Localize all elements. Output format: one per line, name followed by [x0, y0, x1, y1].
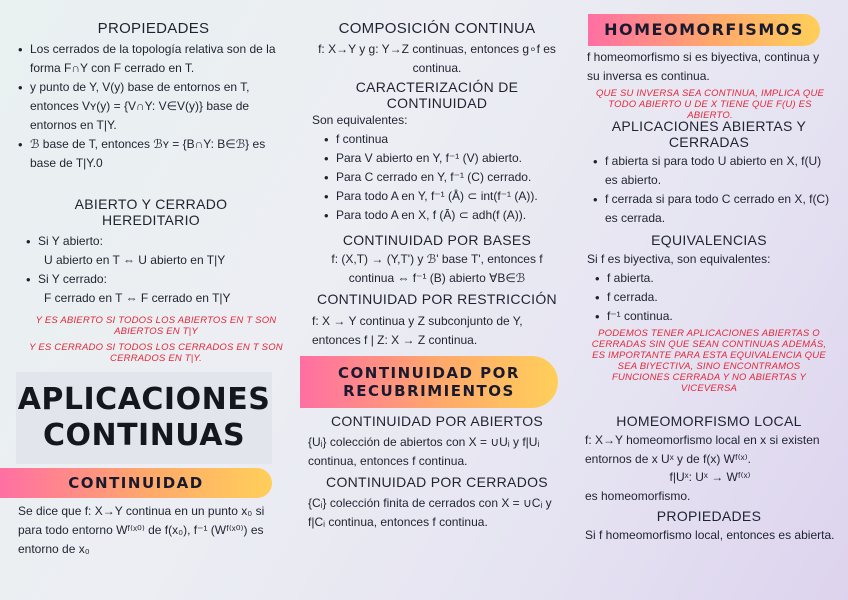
restriccion-text: f: X → Y continua y Z subconjunto de Y, entonces f | Z: X → Z continua. — [312, 314, 523, 347]
list-item — [24, 270, 286, 308]
propiedades-local-text: Si f homeomorfismo local, entonces es abierta. — [585, 528, 835, 542]
recubrimientos-banner: CONTINUIDAD POR RECUBRIMIENTOS — [300, 356, 558, 408]
list-item: • f cerrada si para todo C cerrado en X, f(C) es cerrada. — [591, 190, 835, 228]
list-item: • f cerrada. — [593, 288, 833, 307]
list-item: • Los cerrados de la topología relativa son de la forma F∩Y con F cerrado en T. — [16, 40, 284, 78]
equivalencias-list — [593, 269, 833, 326]
list-item — [24, 232, 286, 270]
abierto-cerrado-heading: ABIERTO Y CERRADO HEREDITARIO — [74, 196, 228, 228]
equivalencias-red-note: PODEMOS TENER APLICACIONES ABIERTAS O CERRADAS SIN QUE SEAN CONTINUAS ADEMÁS, ES IMPORTANTE PARA ESTA EQUIVALENCIA QUE SEA BIYECTIVA, SINO ENCONTRAMOS FUNCIONES CERRADA Y NO ABIERTAS Y VICEVERSA — [591, 328, 827, 394]
item-label: Si Y abierto: — [38, 234, 103, 248]
son-equivalentes-label: Son equivalentes: — [312, 113, 408, 127]
abiertos-heading: CONTINUIDAD POR ABIERTOS — [330, 413, 544, 429]
propiedades-list — [16, 40, 284, 173]
red-note-abierto: Y ES ABIERTO SI TODOS LOS ABIERTOS EN T SON ABIERTOS EN T|Y — [35, 315, 277, 337]
restriccion-heading: CONTINUIDAD POR RESTRICCIÓN — [317, 291, 557, 307]
composicion-heading: COMPOSICIÓN CONTINUA — [338, 20, 536, 37]
list-item: • f abierta. — [593, 269, 833, 288]
list-item: • f abierta si para todo U abierto en X, f(U) es abierto. — [591, 152, 835, 190]
list-item: • Para todo A en X, f (Ā) ⊂ adh(f (A)). — [322, 206, 568, 225]
bases-text: f: (X,T) → (Y,T') y ℬ' base T', entonces f continua ⇔ f⁻¹ (B) abierto ∀B∈ℬ — [331, 252, 543, 285]
list-item: • Para todo A en Y, f⁻¹ (Å) ⊂ int(f⁻¹ (A)). — [322, 187, 568, 206]
composicion-text: f: X→Y y g: Y→Z continuas, entonces g∘f es continua. — [318, 42, 556, 75]
continuidad-banner: CONTINUIDAD — [0, 468, 272, 498]
aplicaciones-list — [591, 152, 835, 228]
abiertos-text: {Uᵢ} colección de abiertos con X = ∪Uᵢ y f|Uᵢ continua, entonces f continua. — [308, 435, 540, 468]
main-title: APLICACIONES CONTINUAS — [16, 372, 272, 464]
homeo-local-text-2: es homeomorfismo. — [585, 489, 691, 503]
propiedades-heading: PROPIEDADES — [97, 20, 210, 37]
list-item: • ℬ base de T, entonces ℬʏ = {B∩Y: B∈ℬ} es base de T|Y.0 — [16, 135, 284, 173]
homeo-text: f homeomorfismo si es biyectiva, continua y su inversa es continua. — [587, 50, 820, 83]
caracterizacion-list — [322, 130, 568, 225]
list-item: • Para V abierto en Y, f⁻¹ (V) abierto. — [322, 149, 568, 168]
homeo-local-heading: HOMEOMORFISMO LOCAL — [616, 413, 802, 429]
list-item: • Para C cerrado en Y, f⁻¹ (C) cerrado. — [322, 168, 568, 187]
list-item: • f⁻¹ continua. — [593, 307, 833, 326]
bases-heading: CONTINUIDAD POR BASES — [342, 232, 532, 248]
list-item: • f continua — [322, 130, 568, 149]
homeo-local-formula: f|Uˣ: Uˣ → Wᶠ⁽ˣ⁾ — [669, 470, 751, 484]
aplicaciones-heading: APLICACIONES ABIERTAS Y CERRADAS — [611, 118, 807, 150]
caracterizacion-heading: CARACTERIZACIÓN DE CONTINUIDAD — [355, 79, 519, 111]
continuidad-text: Se dice que f: X→Y continua en un punto x₀ si para todo entorno Wᶠ⁽ˣ⁰⁾ de f(x₀), f⁻¹ (Wᶠ⁽ˣ⁰⁾) es entorno de x₀ — [18, 504, 265, 556]
list-item: • y punto de Y, V(y) base de entornos en T, entonces Vʏ(y) = {V∩Y: V∈V(y)} base de entornos en T|Y. — [16, 78, 284, 135]
cerrados-heading: CONTINUIDAD POR CERRADOS — [326, 474, 548, 490]
item-detail: F cerrado en T ⇔ F cerrado en T|Y — [44, 291, 231, 305]
homeomorfismos-banner: HOMEOMORFISMOS — [588, 14, 820, 46]
item-label: Si Y cerrado: — [38, 272, 107, 286]
equivalencias-heading: EQUIVALENCIAS — [651, 232, 767, 248]
homeo-red-note: QUE SU INVERSA SEA CONTINUA, IMPLICA QUE TODO ABIERTO U DE X TIENE QUE F(U) ES ABIERTO. — [595, 88, 825, 121]
cerrados-text: {Cᵢ} colección finita de cerrados con X = ∪Cᵢ y f|Cᵢ continua, entonces f continua. — [308, 496, 552, 529]
item-detail: U abierto en T ⇔ U abierto en T|Y — [44, 253, 226, 267]
homeo-local-text: f: X→Y homeomorfismo local en x si existen entornos de x Uˣ y de f(x) Wᶠ⁽ˣ⁾. — [585, 433, 820, 466]
equivalencias-intro: Si f es biyectiva, son equivalentes: — [587, 252, 771, 266]
propiedades-local-heading: PROPIEDADES — [656, 508, 762, 524]
red-note-cerrado: Y ES CERRADO SI TODOS LOS CERRADOS EN T SON CERRADOS EN T|Y. — [29, 342, 283, 364]
abierto-cerrado-list — [24, 232, 286, 308]
